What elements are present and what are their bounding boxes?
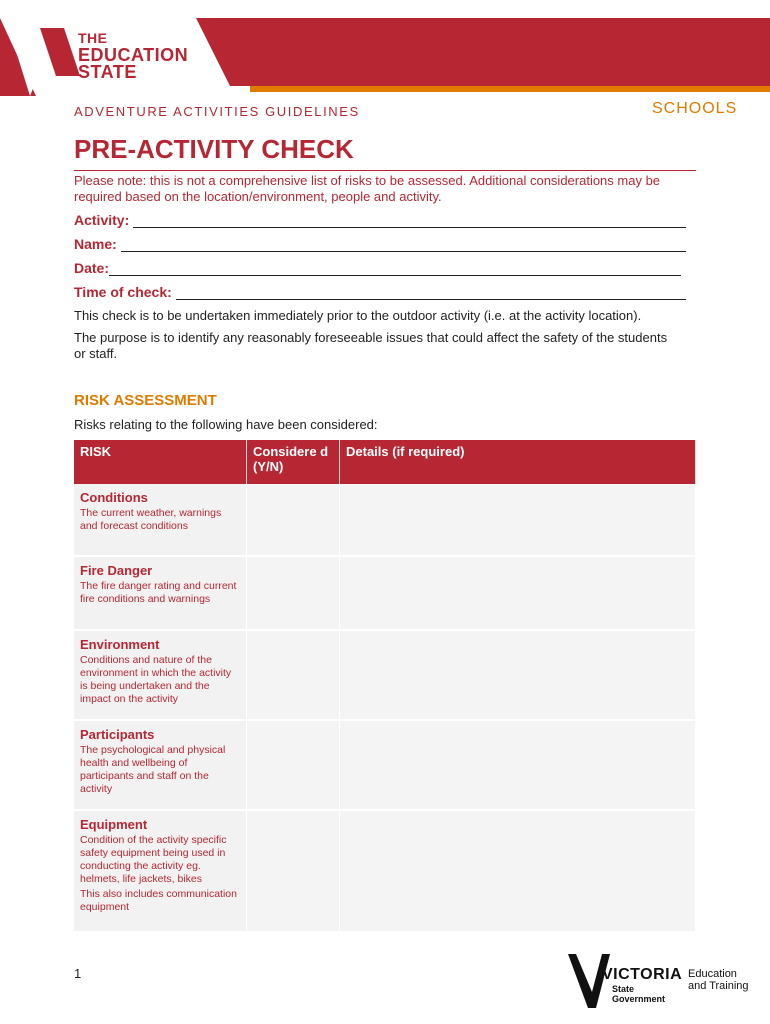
table-row (74, 810, 696, 932)
considered-cell[interactable] (247, 630, 340, 720)
details-cell[interactable] (340, 484, 696, 556)
table-row (74, 720, 696, 810)
risk-name: Participants (80, 727, 155, 742)
risk-intro: Risks relating to the following have been considered: (74, 417, 378, 432)
date-field[interactable] (74, 258, 681, 276)
risk-description: The fire danger rating and current fire conditions and warnings (80, 580, 237, 605)
col-details: Details (if required) (340, 440, 696, 484)
training-text: and Training (688, 980, 749, 992)
purpose-paragraph: The purpose is to identify any reasonably foreseeable issues that could affect the safety of the students or staff. (74, 330, 668, 361)
risk-extra-note: This also includes communication equipment (80, 888, 237, 913)
note-text: Please note: this is not a comprehensive list of risks to be assessed. Additional considerations may be required based on the location/environment, people and activity. (74, 173, 661, 204)
considered-cell[interactable] (247, 810, 340, 932)
logo-line-3: STATE (78, 62, 137, 82)
risk-cell (74, 810, 247, 932)
schools-label: SCHOOLS (652, 100, 738, 117)
activity-label: Activity: (74, 212, 130, 228)
risk-cell (74, 720, 247, 810)
time-line[interactable] (176, 285, 686, 300)
table-row (74, 556, 696, 630)
risk-name: Equipment (80, 817, 148, 832)
government-text: Government (612, 994, 666, 1004)
risk-name: Environment (80, 637, 160, 652)
logo-line-2: EDUCATION (78, 45, 189, 65)
risk-description: Conditions and nature of the environment in which the activity is being undertaken and the impact on the activity (80, 654, 232, 705)
education-training-label (688, 968, 749, 992)
risk-name: Fire Danger (80, 563, 153, 578)
details-cell[interactable] (340, 630, 696, 720)
logo-line-1: THE (78, 30, 108, 46)
col-considered: Considere d (Y/N) (247, 440, 340, 484)
table-row (74, 630, 696, 720)
page-number: 1 (74, 966, 82, 981)
risk-table-header (74, 440, 696, 484)
considered-cell[interactable] (247, 484, 340, 556)
page-title: PRE-ACTIVITY CHECK (74, 134, 354, 164)
education-state-logo (78, 30, 188, 81)
activity-field[interactable] (74, 210, 686, 228)
risk-cell (74, 484, 247, 556)
date-label: Date: (74, 260, 110, 276)
details-cell[interactable] (340, 720, 696, 810)
risk-description: Condition of the activity specific safety equipment being used in conducting the activity eg. helmets, life jackets, bikes (80, 834, 227, 885)
victoria-wordmark: VICTORIA (602, 966, 683, 983)
time-label: Time of check: (74, 284, 172, 300)
activity-line[interactable] (133, 213, 686, 228)
name-label: Name: (74, 236, 117, 252)
risk-cell (74, 630, 247, 720)
col-risk: RISK (74, 440, 247, 484)
date-line[interactable] (109, 261, 681, 276)
risk-table (74, 440, 696, 933)
state-text: State (612, 984, 635, 994)
risk-description: The psychological and physical health and wellbeing of participants and staff on the activity (80, 744, 226, 795)
education-text: Education (688, 968, 737, 980)
risk-assessment-heading: RISK ASSESSMENT (74, 392, 217, 409)
check-timing-paragraph: This check is to be undertaken immediately prior to the outdoor activity (i.e. at the activity location). (74, 308, 642, 323)
details-cell[interactable] (340, 810, 696, 932)
time-field[interactable] (74, 282, 686, 300)
table-row (74, 484, 696, 556)
risk-description: The current weather, warnings and forecast conditions (80, 507, 222, 532)
considered-cell[interactable] (247, 720, 340, 810)
risk-name: Conditions (80, 490, 148, 505)
details-cell[interactable] (340, 556, 696, 630)
name-line[interactable] (121, 237, 686, 252)
guidelines-subhead: ADVENTURE ACTIVITIES GUIDELINES (74, 104, 360, 119)
risk-cell (74, 556, 247, 630)
state-government-label (612, 984, 665, 1004)
title-divider (74, 170, 696, 171)
name-field[interactable] (74, 234, 686, 252)
considered-cell[interactable] (247, 556, 340, 630)
